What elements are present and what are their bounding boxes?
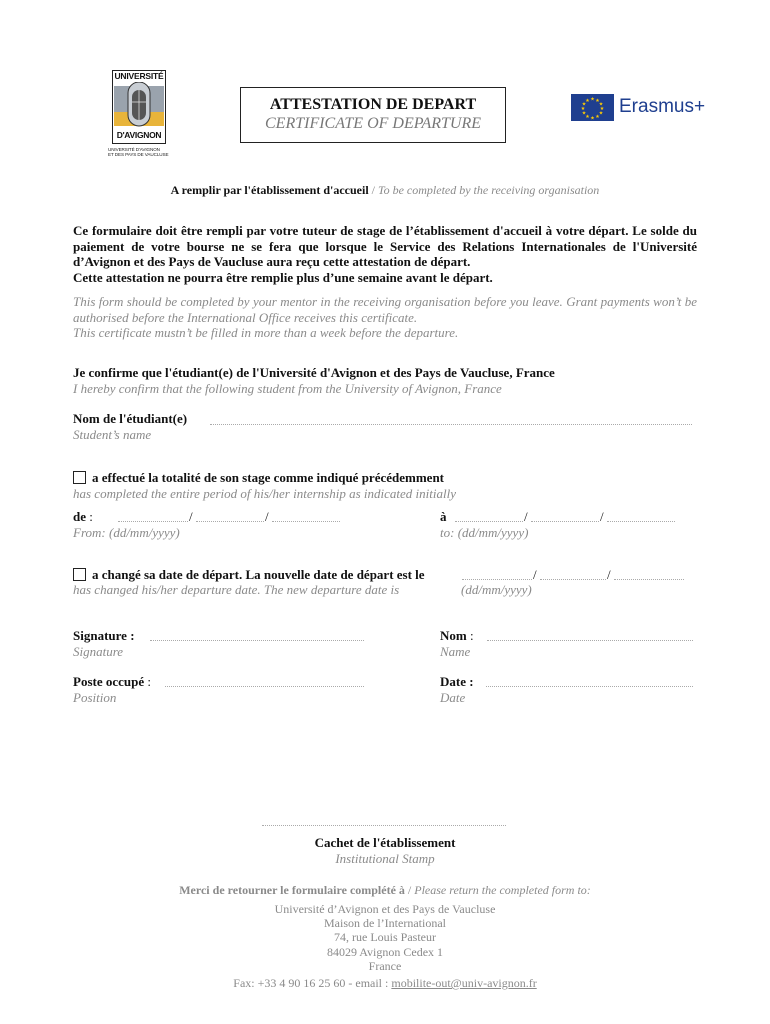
to-year-field[interactable] bbox=[607, 521, 675, 522]
stamp-field[interactable] bbox=[262, 825, 506, 826]
contact-prefix: Fax: +33 4 90 16 25 60 - email : bbox=[233, 976, 392, 990]
contact-line bbox=[0, 976, 770, 992]
title-box bbox=[240, 87, 506, 143]
svg-text:★: ★ bbox=[595, 98, 600, 104]
signature-label-en: Signature bbox=[73, 644, 124, 659]
signature-label bbox=[73, 628, 135, 644]
title-fr: ATTESTATION DE DEPART bbox=[269, 96, 477, 113]
date-colon: : bbox=[466, 674, 474, 689]
position-label bbox=[73, 674, 151, 690]
new-date-month-field[interactable] bbox=[540, 579, 606, 580]
logo-building-icon bbox=[114, 82, 164, 130]
confirm-fr: Je confirme que l'étudiant(e) de l'Université d'Avignon et des Pays de Vaucluse, France bbox=[73, 365, 555, 380]
erasmus-wordmark: Erasmus+ bbox=[619, 96, 706, 117]
email-link[interactable]: mobilite-out@univ-avignon.fr bbox=[391, 976, 537, 990]
subtitle-fr: A remplir par l'établissement d'accueil bbox=[170, 183, 369, 197]
svg-text:★: ★ bbox=[581, 101, 587, 108]
subtitle-separator: / bbox=[368, 183, 379, 197]
svg-text:★: ★ bbox=[585, 114, 590, 120]
title-en: CERTIFICATE OF DEPARTURE bbox=[265, 115, 481, 132]
new-date-slash-2: / bbox=[607, 567, 611, 582]
erasmus-logo bbox=[571, 94, 721, 122]
student-name-label-en: Student’s name bbox=[73, 427, 152, 442]
svg-text:★: ★ bbox=[599, 106, 605, 112]
student-name-field[interactable] bbox=[210, 424, 692, 425]
return-instructions bbox=[0, 883, 770, 899]
from-colon: : bbox=[86, 509, 93, 524]
return-separator: / bbox=[404, 883, 415, 897]
name-label-en: Name bbox=[440, 644, 471, 659]
stamp-label-en: Institutional Stamp bbox=[335, 851, 435, 866]
return-en: Please return the completed form to: bbox=[414, 883, 591, 897]
name-colon: : bbox=[466, 628, 474, 643]
subtitle bbox=[0, 183, 770, 199]
date-field[interactable] bbox=[486, 686, 693, 687]
from-date-en: From: (dd/mm/yyyy) bbox=[73, 525, 180, 540]
instructions-fr-1: Ce formulaire doit être rempli par votre tuteur de stage de l’établissement d'accueil à votre départ. Le solde du paiement de votre bourse ne se fera que lorsque le Service des Relations Internationales de l'Université d’Avignon et des Pays de Vaucluse aura reçu cette attestation de départ. bbox=[73, 223, 697, 269]
logo-text-bottom: D'AVIGNON bbox=[116, 130, 162, 140]
to-slash-1: / bbox=[524, 509, 528, 524]
university-logo bbox=[108, 70, 170, 162]
option1-checkbox[interactable] bbox=[73, 471, 86, 484]
position-label-fr: Poste occupé bbox=[73, 674, 145, 689]
date-label bbox=[440, 674, 474, 690]
subtitle-en: To be completed by the receiving organisation bbox=[378, 183, 600, 197]
option2-format: (dd/mm/yyyy) bbox=[461, 582, 532, 597]
from-slash-2: / bbox=[265, 509, 269, 524]
logo-text-top: UNIVERSITÉ bbox=[114, 71, 164, 81]
to-date-en: to: (dd/mm/yyyy) bbox=[440, 525, 529, 540]
option1-label-en: has completed the entire period of his/her internship as indicated initially bbox=[73, 486, 456, 501]
option1-label: a effectué la totalité de son stage comme indiqué précédemment bbox=[92, 470, 444, 485]
address-line1: Université d’Avignon et des Pays de Vaucluse bbox=[274, 902, 496, 916]
address-line4: 84029 Avignon Cedex 1 bbox=[326, 944, 444, 959]
signature-label-fr: Signature bbox=[73, 628, 127, 643]
name-label-fr: Nom bbox=[440, 628, 467, 643]
student-name-label: Nom de l'étudiant(e) bbox=[73, 411, 188, 426]
from-label: de bbox=[73, 509, 86, 524]
logo-sub-line1: UNIVERSITÉ D'AVIGNON bbox=[108, 147, 160, 152]
from-day-field[interactable] bbox=[118, 521, 188, 522]
return-fr: Merci de retourner le formulaire complété à bbox=[179, 883, 405, 897]
to-month-field[interactable] bbox=[531, 521, 599, 522]
svg-text:★: ★ bbox=[595, 114, 600, 120]
new-date-slash-1: / bbox=[533, 567, 537, 582]
svg-text:★: ★ bbox=[580, 106, 586, 112]
svg-text:★: ★ bbox=[581, 110, 587, 117]
date-label-fr: Date bbox=[440, 674, 466, 689]
instructions-en-1: This form should be completed by your mentor in the receiving organisation before you leave. Grant payments won’t be authorised before the International Office receives this certificate. bbox=[73, 294, 697, 325]
instructions-en-2: This certificate mustn’t be filled in more than a week before the departure. bbox=[73, 325, 459, 340]
position-field[interactable] bbox=[165, 686, 364, 687]
logo-sub-line2: ET DES PAYS DE VAUCLUSE bbox=[108, 152, 169, 158]
return-address bbox=[0, 902, 770, 973]
new-date-day-field[interactable] bbox=[462, 579, 532, 580]
signature-colon: : bbox=[126, 628, 135, 643]
name-field[interactable] bbox=[487, 640, 693, 641]
option1-row bbox=[73, 470, 444, 486]
eu-flag-icon bbox=[571, 94, 614, 121]
eu-stars-icon bbox=[571, 94, 614, 121]
confirm-en: I hereby confirm that the following student from the University of Avignon, France bbox=[73, 381, 502, 396]
date-label-en: Date bbox=[440, 690, 466, 705]
from-slash-1: / bbox=[189, 509, 193, 524]
instructions-fr-2: Cette attestation ne pourra être remplie plus d’une semaine avant le départ. bbox=[73, 270, 493, 285]
svg-text:★: ★ bbox=[590, 115, 595, 121]
address-line2: Maison de l’International bbox=[324, 916, 446, 931]
svg-text:★: ★ bbox=[598, 101, 604, 108]
from-month-field[interactable] bbox=[196, 521, 264, 522]
address-line5: France bbox=[368, 958, 402, 973]
option2-label: a changé sa date de départ. La nouvelle date de départ est le bbox=[92, 567, 425, 582]
position-label-en: Position bbox=[73, 690, 117, 705]
address-line3: 74, rue Louis Pasteur bbox=[334, 930, 436, 945]
to-label: à bbox=[440, 509, 447, 524]
logo-subtitle bbox=[108, 147, 178, 157]
to-slash-2: / bbox=[600, 509, 604, 524]
signature-field[interactable] bbox=[150, 640, 364, 641]
stamp-label: Cachet de l'établissement bbox=[314, 835, 456, 850]
option2-label-en: has changed his/her departure date. The new departure date is bbox=[73, 582, 400, 597]
from-year-field[interactable] bbox=[272, 521, 340, 522]
from-date-row bbox=[73, 509, 93, 525]
to-day-field[interactable] bbox=[455, 521, 523, 522]
svg-text:★: ★ bbox=[598, 110, 604, 117]
position-colon: : bbox=[144, 674, 151, 689]
new-date-year-field[interactable] bbox=[614, 579, 684, 580]
svg-text:★: ★ bbox=[590, 96, 595, 103]
svg-text:★: ★ bbox=[585, 98, 590, 104]
option2-checkbox[interactable] bbox=[73, 568, 86, 581]
option2-row bbox=[73, 567, 425, 583]
name-label bbox=[440, 628, 474, 644]
